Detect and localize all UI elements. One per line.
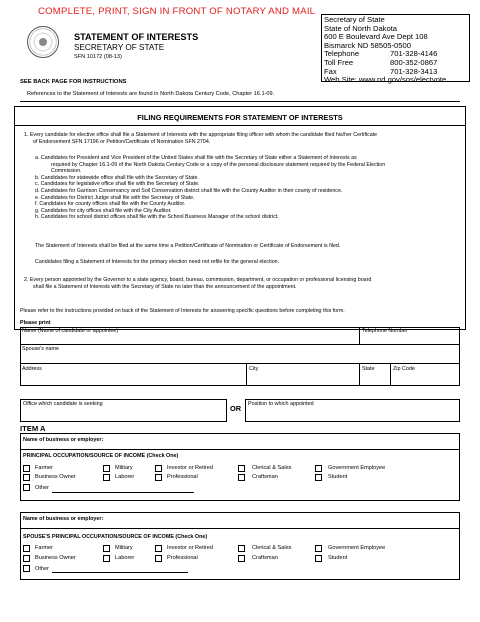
- office-label: Office which candidate is seeking: [23, 401, 103, 407]
- spouse-farmer-checkbox[interactable]: [23, 545, 30, 552]
- professional-label: Professional: [167, 474, 198, 480]
- see-back-note: SEE BACK PAGE FOR INSTRUCTIONS: [20, 79, 127, 85]
- filing-same-time: The Statement of Interests shall be filed at the same time a Petition/Certificate of Nomination or Certificate of Endorsement is filed.: [35, 243, 341, 249]
- spouse-government-checkbox[interactable]: [315, 545, 322, 552]
- business-owner-label: Business Owner: [35, 474, 76, 480]
- fax-value: 701-328-3413: [390, 66, 438, 76]
- filing-text: g. Candidates for city offices shall file with the City Auditor.: [35, 207, 172, 214]
- fax-label: Fax: [324, 66, 337, 76]
- tollfree-value: 800-352-0867: [390, 57, 438, 67]
- address-line: 600 E Boulevard Ave Dept 108: [324, 32, 428, 42]
- spouse-professional-checkbox[interactable]: [155, 555, 162, 562]
- clerical-label: Clerical & Sales: [252, 465, 292, 471]
- state-field[interactable]: [359, 364, 390, 386]
- investor-checkbox[interactable]: [155, 465, 162, 472]
- business-label: Name of business or employer:: [23, 516, 104, 522]
- telephone-label: Telephone Number: [362, 328, 408, 334]
- clerical-checkbox[interactable]: [238, 465, 245, 472]
- professional-label: Professional: [167, 555, 198, 561]
- form-title: STATEMENT OF INTERESTS: [74, 32, 199, 42]
- spouse-student-checkbox[interactable]: [315, 555, 322, 562]
- farmer-label: Farmer: [35, 545, 54, 551]
- filing-text: d. Candidates for Garrison Conservancy and Soil Conservation district shall file with the County Auditor in their county of residence.: [35, 187, 343, 194]
- spouse-occupation-label: SPOUSE'S PRINCIPAL OCCUPATION/SOURCE OF INCOME (Check One): [23, 534, 208, 540]
- business-owner-label: Business Owner: [35, 555, 76, 561]
- form-subtitle: SECRETARY OF STATE: [74, 43, 165, 52]
- spouse-business-owner-checkbox[interactable]: [23, 555, 30, 562]
- spouse-label: Spouse's name: [22, 346, 59, 352]
- other-text-field[interactable]: [52, 492, 194, 493]
- spouse-business-name-field[interactable]: [170, 514, 458, 526]
- filing-text: c. Candidates for legislative office shall file with the Secretary of State.: [35, 181, 200, 188]
- government-label: Government Employee: [328, 545, 386, 551]
- farmer-checkbox[interactable]: [23, 465, 30, 472]
- form-number: SFN 10172 (08-13): [74, 54, 122, 60]
- craftsman-label: Craftsman: [252, 474, 278, 480]
- spouse-investor-checkbox[interactable]: [155, 545, 162, 552]
- investor-label: Investor or Retired: [167, 545, 214, 551]
- telephone-field[interactable]: [359, 327, 460, 344]
- filing-text: h. Candidates for school district offices shall file with the School Business Manager of the school district.: [35, 214, 279, 221]
- spouse-craftsman-checkbox[interactable]: [238, 555, 245, 562]
- website: Web Site: www.nd.gov/sos/electvote: [324, 75, 447, 85]
- position-label: Position to which appointed: [248, 401, 314, 407]
- city-field[interactable]: [246, 364, 359, 386]
- city-label: City: [249, 366, 259, 372]
- filing-item-1: [24, 132, 460, 145]
- student-label: Student: [328, 555, 348, 561]
- filing-text: b. Candidates for statewide office shall file with the Secretary of State.: [35, 174, 199, 181]
- spouse-other-text-field[interactable]: [52, 572, 188, 573]
- other-label: Other: [35, 566, 49, 572]
- address-field[interactable]: [20, 364, 246, 386]
- military-checkbox[interactable]: [103, 465, 110, 472]
- refer-note: Please refer to the instructions provided on back of the Statement of Interests for answering specific questions before completing this form.: [20, 308, 345, 314]
- tollfree-label: Toll Free: [324, 57, 354, 67]
- craftsman-label: Craftsman: [252, 555, 278, 561]
- office-field[interactable]: [20, 399, 227, 422]
- craftsman-checkbox[interactable]: [238, 474, 245, 481]
- address-line: Secretary of State: [324, 15, 385, 24]
- filing-title: FILING REQUIREMENTS FOR STATEMENT OF INTERESTS: [137, 113, 343, 122]
- please-print-label: Please print: [20, 320, 51, 326]
- filing-text: shall file a Statement of Interests with the Secretary of State no later than the announcement of the appointment.: [33, 283, 297, 290]
- student-label: Student: [328, 474, 348, 480]
- investor-label: Investor or Retired: [167, 465, 214, 471]
- farmer-label: Farmer: [35, 465, 54, 471]
- other-label: Other: [35, 485, 49, 491]
- filing-text: f. Candidates for county offices shall file with the County Auditor.: [35, 201, 186, 208]
- laborer-label: Laborer: [115, 555, 135, 561]
- position-field[interactable]: [245, 399, 460, 422]
- notary-instruction-heading: COMPLETE, PRINT, SIGN IN FRONT OF NOTARY AND MAIL: [38, 6, 316, 17]
- address-line: State of North Dakota: [324, 23, 398, 33]
- filing-primary: Candidates filing a Statement of Interests for the primary election need not refile for the general election.: [35, 259, 280, 265]
- name-field[interactable]: [20, 327, 359, 344]
- phone-label: Telephone: [324, 49, 360, 59]
- business-name-field[interactable]: [170, 435, 458, 447]
- reference-note: References to the Statement of Interests are found in North Dakota Century Code, Chapter 16.1-09.: [27, 91, 275, 97]
- zip-field[interactable]: [390, 364, 460, 386]
- clerical-label: Clerical & Sales: [252, 545, 292, 551]
- filing-text: of Endorsement SFN 17196 or Petition/Certificate of Nomination SFN 2704.: [33, 138, 211, 145]
- filing-text: Commission.: [51, 168, 82, 175]
- laborer-label: Laborer: [115, 474, 135, 480]
- government-checkbox[interactable]: [315, 465, 322, 472]
- zip-label: Zip Code: [393, 366, 415, 372]
- item-a-heading: ITEM A: [20, 424, 46, 433]
- government-label: Government Employee: [328, 465, 386, 471]
- divider: [20, 449, 460, 450]
- filing-text: 2. Every person appointed by the Governor to a state agency, board, bureau, commission, department, or occupation or professional licensing board: [24, 277, 372, 283]
- business-label: Name of business or employer:: [23, 437, 104, 443]
- divider: [20, 101, 460, 102]
- phone-value: 701-328-4146: [390, 49, 438, 59]
- business-owner-checkbox[interactable]: [23, 474, 30, 481]
- filing-text: required by Chapter 16.1-09 of the North Dakota Century Code or a copy of the personal disclosure statement required by the Federal Election: [51, 161, 386, 168]
- filing-item-2: [24, 277, 460, 290]
- spouse-other-checkbox[interactable]: [23, 565, 30, 572]
- divider: [20, 528, 460, 529]
- military-label: Military: [115, 465, 133, 471]
- filing-text: e. Candidates for District Judge shall file with the Secretary of State.: [35, 194, 195, 201]
- other-checkbox[interactable]: [23, 484, 30, 491]
- spouse-name-field[interactable]: [20, 345, 460, 363]
- principal-occupation-label: PRINCIPAL OCCUPATION/SOURCE OF INCOME (Check One): [23, 453, 179, 459]
- state-label: State: [362, 366, 375, 372]
- filing-text: a. Candidates for President and Vice President of the United States shall file with the Secretary of State either a Statement of Interests as: [35, 155, 357, 161]
- name-label: Name (Name of candidate or appointee): [22, 328, 119, 334]
- spouse-clerical-checkbox[interactable]: [238, 545, 245, 552]
- divider: [14, 125, 466, 126]
- military-label: Military: [115, 545, 133, 551]
- address-box: [321, 14, 470, 85]
- student-checkbox[interactable]: [315, 474, 322, 481]
- filing-sublist: [35, 155, 460, 221]
- spouse-military-checkbox[interactable]: [103, 545, 110, 552]
- filing-text: 1. Every candidate for elective office shall file a Statement of Interests with the appropriate filing officer with whom the candidate filed his/her Certificate: [24, 132, 378, 138]
- professional-checkbox[interactable]: [155, 474, 162, 481]
- laborer-checkbox[interactable]: [103, 474, 110, 481]
- address-label: Address: [22, 366, 42, 372]
- spouse-laborer-checkbox[interactable]: [103, 555, 110, 562]
- state-seal-icon: [27, 26, 59, 58]
- or-label: OR: [230, 404, 242, 413]
- address-line: Bismarck ND 58505-0500: [324, 40, 411, 50]
